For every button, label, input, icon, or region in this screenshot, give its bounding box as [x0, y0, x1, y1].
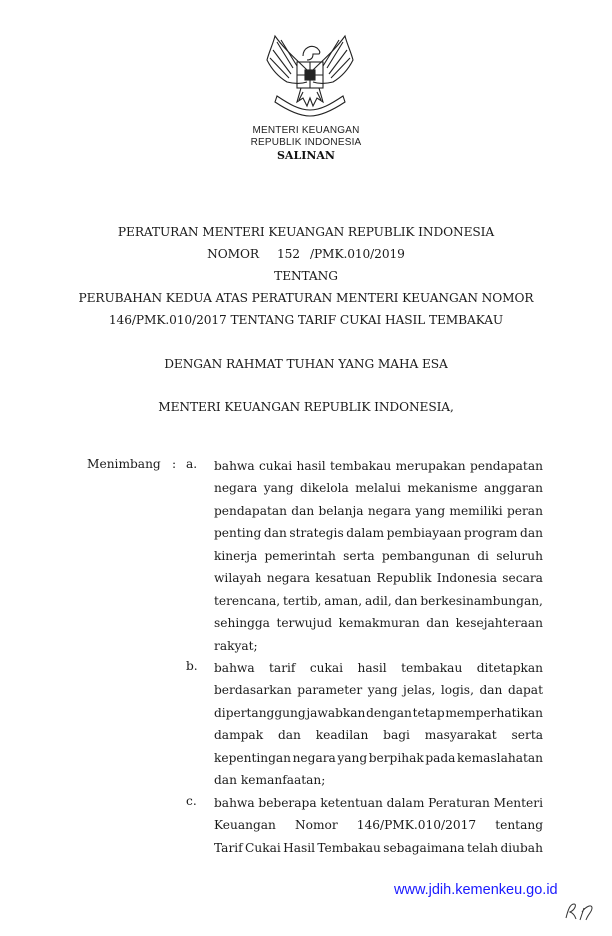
word: dampak — [214, 728, 264, 743]
invocation: DENGAN RAHMAT TUHAN YANG MAHA ESA — [164, 357, 448, 371]
word: dalam — [386, 796, 425, 810]
text-line — [214, 771, 543, 789]
word: 146/PMK.010/2017 — [356, 818, 477, 833]
word: dikelola — [300, 481, 349, 496]
word: memperhatikan — [445, 705, 543, 720]
word: Peraturan — [428, 796, 490, 810]
word: Indonesia — [436, 571, 498, 586]
word: adil, — [364, 593, 392, 608]
text-line — [214, 726, 543, 744]
word: pendapatan — [469, 459, 543, 473]
word: keadilan — [315, 728, 369, 743]
text-line — [214, 592, 543, 610]
word: Tarif — [214, 840, 243, 855]
text-line — [214, 704, 543, 722]
word: dengan — [366, 705, 412, 720]
word: pembangunan — [381, 548, 470, 563]
word: kesatuan — [315, 571, 372, 586]
office-line-1: MENTERI KEUANGAN — [252, 125, 360, 136]
word: cukai — [309, 661, 344, 675]
issuer: MENTERI KEUANGAN REPUBLIK INDONESIA, — [158, 400, 454, 414]
word: dan — [426, 616, 450, 631]
word: terwujud — [276, 616, 333, 631]
word: cukai — [258, 459, 293, 473]
word: Hasil — [283, 840, 316, 855]
word: berpihak — [368, 750, 424, 765]
word: bahwa — [214, 796, 255, 810]
word: pendapatan — [214, 503, 288, 518]
word: serta — [511, 728, 543, 743]
word: kemaslahatan — [457, 750, 543, 765]
text-line — [214, 547, 543, 565]
office-line-2: REPUBLIK INDONESIA — [250, 137, 362, 148]
word: Keuangan — [214, 818, 276, 833]
item-a-marker: a. — [186, 457, 198, 471]
word: jawabkan — [306, 705, 366, 720]
word: negara — [214, 481, 258, 496]
word: rakyat; — [214, 638, 258, 653]
word: program — [464, 526, 518, 541]
word: pembiayaan — [386, 526, 462, 541]
subject-line-2: 146/PMK.010/2017 TENTANG TARIF CUKAI HASIL TEMBAKAU — [108, 313, 504, 327]
menimbang-label: Menimbang — [87, 457, 161, 471]
word: di — [477, 548, 489, 563]
word: terencana, — [214, 593, 281, 608]
word: bagi — [383, 728, 410, 743]
item-b-marker: b. — [186, 659, 198, 673]
word: penting — [214, 526, 262, 541]
word: dan — [394, 593, 418, 608]
word: bahwa — [214, 661, 255, 675]
tentang-label: TENTANG — [274, 269, 338, 283]
word: Tembakau — [317, 840, 381, 855]
word: yang — [415, 503, 446, 518]
word: pada — [425, 750, 456, 765]
garuda-emblem-icon — [263, 30, 357, 120]
word: parameter — [297, 683, 363, 698]
word: dan — [263, 526, 287, 541]
word: dalam — [346, 526, 385, 541]
word: yang — [337, 750, 368, 765]
word: Nomor — [294, 818, 338, 833]
word: Republik — [376, 571, 432, 586]
word: ketentuan — [320, 796, 383, 810]
word: anggaran — [484, 481, 543, 496]
jdih-url-link[interactable]: www.jdih.kemenkeu.go.id — [394, 882, 558, 898]
menimbang-colon: : — [172, 457, 177, 471]
word: berkesinambungan, — [420, 593, 543, 608]
nomor-suffix: /PMK.010/2019 — [309, 247, 405, 261]
word: yang — [263, 481, 294, 496]
word: strategis — [289, 526, 344, 541]
word: tertib, — [282, 593, 322, 608]
item-c-marker: c. — [186, 794, 197, 808]
word: tarif — [269, 661, 296, 675]
word: peran — [506, 503, 543, 518]
word: sehingga — [214, 616, 270, 631]
word: beberapa — [258, 796, 317, 810]
word: dan — [291, 503, 315, 518]
word: tetap — [412, 705, 445, 720]
word: dapat — [507, 683, 543, 698]
word: tembakau — [330, 459, 392, 473]
salinan-stamp: SALINAN — [276, 149, 335, 162]
word: negara — [292, 750, 336, 765]
word: sebagaimana — [383, 840, 465, 855]
text-line — [214, 637, 543, 655]
word: diubah — [500, 840, 543, 855]
text-line — [214, 839, 543, 857]
word: mekanisme — [407, 481, 478, 496]
word: secara — [502, 571, 543, 586]
word: yang — [367, 683, 398, 698]
word: logis, — [440, 683, 474, 698]
word: telah — [467, 840, 499, 855]
word: kesejahteraan — [455, 616, 543, 631]
word: dan — [479, 683, 503, 698]
text-line — [214, 614, 543, 632]
text-line — [214, 524, 543, 542]
text-line — [214, 749, 543, 767]
text-line — [214, 457, 543, 475]
word: negara — [266, 571, 310, 586]
word: pemerintah — [264, 548, 336, 563]
word: bahwa — [214, 459, 255, 473]
word: seluruh — [496, 548, 543, 563]
word: hasil — [296, 459, 326, 473]
word: wilayah — [214, 571, 262, 586]
word: serta — [343, 548, 375, 563]
word: kemanfaatan; — [240, 773, 326, 788]
text-line — [214, 816, 543, 834]
nomor-label: NOMOR — [207, 247, 259, 261]
word: dipertanggung — [214, 705, 306, 720]
word: tentang — [495, 818, 543, 833]
text-line — [214, 659, 543, 677]
word: hasil — [357, 661, 387, 675]
regulation-title: PERATURAN MENTERI KEUANGAN REPUBLIK INDONESIA — [117, 225, 495, 239]
text-line — [214, 794, 543, 812]
word: Cukai — [245, 840, 281, 855]
word: melalui — [355, 481, 401, 496]
word: tembakau — [401, 661, 463, 675]
word: belanja — [318, 503, 364, 518]
word: jelas, — [403, 683, 436, 698]
text-line — [214, 569, 543, 587]
text-line — [214, 479, 543, 497]
word: dan — [520, 526, 543, 541]
word: dan — [277, 728, 301, 743]
word: memiliki — [449, 503, 503, 518]
nomor-value: 152 — [276, 247, 300, 261]
word: aman, — [324, 593, 363, 608]
text-line — [214, 681, 543, 699]
word: ditetapkan — [476, 661, 543, 675]
word: kinerja — [214, 548, 258, 563]
word: negara — [367, 503, 412, 518]
word: masyarakat — [424, 728, 497, 743]
word: Menteri — [493, 796, 543, 810]
word: berdasarkan — [214, 683, 292, 698]
word: kepentingan — [214, 750, 292, 765]
subject-line-1: PERUBAHAN KEDUA ATAS PERATURAN MENTERI KEUANGAN NOMOR — [78, 291, 534, 305]
word: merupakan — [395, 459, 466, 473]
regulation-number — [0, 247, 612, 261]
text-line — [214, 502, 543, 520]
word: kemakmuran — [338, 616, 420, 631]
paraf-signature-icon — [562, 900, 598, 922]
word: dan — [214, 773, 237, 788]
